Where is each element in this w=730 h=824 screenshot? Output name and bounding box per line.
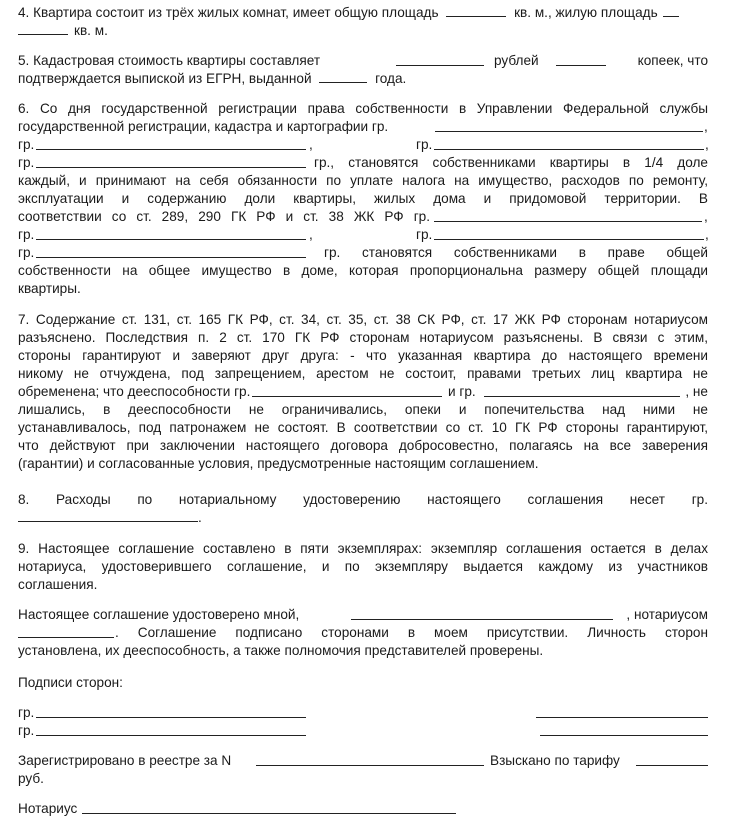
owner-5-blank (434, 209, 702, 222)
notary-line (18, 800, 708, 817)
p9-line-2: нотариуса, удостоверившего соглашение, и по экземпляру выдается каждому из участников (18, 559, 708, 574)
area-living-blank-start (663, 4, 679, 17)
p6-line-6: эксплуатации и содержанию доли квартиры, жилых дома и придомовой территории. В (18, 191, 708, 206)
p6-line-5: каждый, и принимают на себя обязанности по уплате налога на имущество, расходов по ремонту, (18, 173, 708, 188)
p7-line-6: лишались, в дееспособности не ограничивались, опеки и попечительства над ними не (18, 402, 708, 417)
text: , (704, 119, 708, 134)
area-total-blank (446, 4, 506, 17)
text: гр., становятся собственниками квартиры в 1/4 доле (314, 155, 708, 170)
text: гр. (18, 245, 35, 260)
text: государственной регистрации, кадастра и картографии гр. (18, 119, 389, 134)
p7-line-1: 7. Содержание ст. 131, ст. 165 ГК РФ, ст. 34, ст. 35, ст. 38 СК РФ, ст. 17 ЖК РФ сторонам нотариусом (18, 312, 708, 327)
p9-line-1: 9. Настоящее соглашение составлено в пяти экземплярах: экземпляр соглашения остается в делах (18, 541, 708, 556)
text: . Соглашение подписано сторонами в моем присутствии. Личность сторон (115, 625, 708, 640)
p6-line-1: 6. Со дня государственной регистрации права собственности в Управлении Федеральной службы (18, 101, 708, 116)
text: , (309, 137, 313, 152)
p7-line-8: что действуют при заключении настоящего договора добросовестно, полагаясь на все заверения (18, 438, 708, 453)
cert-line-3: установлена, их дееспособность, а также полномочия представителей проверены. (18, 643, 544, 658)
signatures-title: Подписи сторон: (18, 675, 123, 690)
text: кв. м., жилую площадь (514, 5, 658, 20)
party-2-capacity-blank (484, 384, 680, 397)
text: 5. Кадастровая стоимость квартиры составляет (18, 53, 321, 68)
text: гр. становятся собственниками в праве общей (324, 245, 708, 260)
notary-name-blank (351, 607, 613, 620)
text: Зарегистрировано в реестре за N (18, 753, 232, 768)
text: 4. Квартира состоит из трёх жилых комнат, имеет общую площадь (18, 5, 439, 20)
text: и гр. (448, 384, 476, 399)
p7-line-3: стороны гарантируют и заверяют друг друга: - что указанная квартира до настоящего времени (18, 348, 708, 363)
text: обременена; что дееспособности гр. (18, 384, 251, 399)
registry-line-2: руб. (18, 771, 44, 786)
p6-line-4 (18, 154, 708, 171)
signature-party-1-sign-blank (536, 705, 708, 718)
text: Настоящее соглашение удостоверено мной, (18, 607, 300, 622)
text: гр. (18, 705, 35, 720)
p5-line-1 (18, 52, 708, 69)
text: , не (685, 384, 708, 399)
text: копеек, что (637, 53, 708, 68)
text: , (705, 227, 709, 242)
p6-line-9 (18, 244, 708, 261)
text: гр. (18, 227, 35, 242)
text: гр. (18, 155, 35, 170)
text: Взыскано по тарифу (490, 753, 620, 768)
text: . (198, 510, 202, 525)
notary-signature-blank (82, 801, 456, 814)
registry-line-1 (18, 752, 708, 769)
cert-line-2 (18, 624, 708, 641)
text: рублей (494, 53, 539, 68)
text: кв. м. (74, 23, 108, 38)
text: , (705, 137, 709, 152)
signature-party-2-sign-blank (540, 723, 708, 736)
price-rubles-blank (396, 53, 484, 66)
p8-line-1: 8. Расходы по нотариальному удостоверению настоящего соглашения несет гр. (18, 492, 708, 507)
p6-line-3 (18, 136, 708, 153)
p8-line-2 (18, 509, 708, 526)
notary-district-blank (18, 625, 114, 638)
text: гр. (416, 227, 433, 242)
p6-line-10: собственности на общее имущество в доме, которая пропорциональна размеру общей площади (18, 263, 708, 278)
text: , нотариусом (626, 607, 708, 622)
expenses-party-blank (18, 509, 198, 522)
p7-line-7: устанавливалось, под патронажем не состоят. В соответствии со ст. 10 ГК РФ стороны гарантируют, (18, 420, 708, 435)
text: гр. (18, 137, 35, 152)
text: Нотариус (18, 801, 78, 816)
registry-number-blank (256, 753, 484, 766)
owner-3-blank (434, 137, 704, 150)
p4-line-1 (18, 4, 708, 21)
egrn-year-blank (319, 70, 367, 83)
text: , (309, 227, 313, 242)
p6-line-2 (18, 118, 708, 135)
text: соответствии со ст. 289, 290 ГК РФ и ст. 38 ЖК РФ гр. (18, 209, 430, 224)
p5-line-2 (18, 70, 708, 87)
p6-line-7 (18, 208, 708, 225)
p7-line-9: (гарантии) и согласованные условия, предусмотренные настоящим соглашением. (18, 456, 539, 471)
price-kopecks-blank (556, 53, 606, 66)
text: года. (375, 71, 407, 86)
p7-line-2: разъяснено. Последствия п. 2 ст. 170 ГК РФ сторонам нотариусом разъяснены. В связи с этим, (18, 330, 708, 345)
p6-line-11: квартиры. (18, 281, 81, 296)
p9-line-3: соглашения. (18, 577, 98, 592)
owner-2-blank (36, 137, 306, 150)
owner-4-blank (36, 155, 306, 168)
signature-row-2 (18, 722, 708, 739)
owner-8-blank (36, 245, 306, 258)
party-1-capacity-blank (252, 384, 442, 397)
p7-line-5 (18, 383, 708, 400)
signature-party-2-name-blank (36, 723, 306, 736)
area-living-blank (18, 22, 68, 35)
p4-line-2 (18, 22, 708, 39)
text: гр. (18, 723, 35, 738)
text: гр. (416, 137, 433, 152)
cert-line-1 (18, 606, 708, 623)
owner-7-blank (434, 227, 704, 240)
p6-line-8 (18, 226, 708, 243)
owner-1-blank (435, 119, 703, 132)
p7-line-4: никому не отчуждена, под запрещением, арестом не состоит, правами третьих лиц квартира не (18, 366, 708, 381)
text: подтверждается выпиской из ЕГРН, выданной (18, 71, 312, 86)
signature-row-1 (18, 704, 708, 721)
owner-6-blank (36, 227, 306, 240)
text: , (704, 209, 708, 224)
signature-party-1-name-blank (36, 705, 306, 718)
tariff-amount-blank (636, 753, 708, 766)
